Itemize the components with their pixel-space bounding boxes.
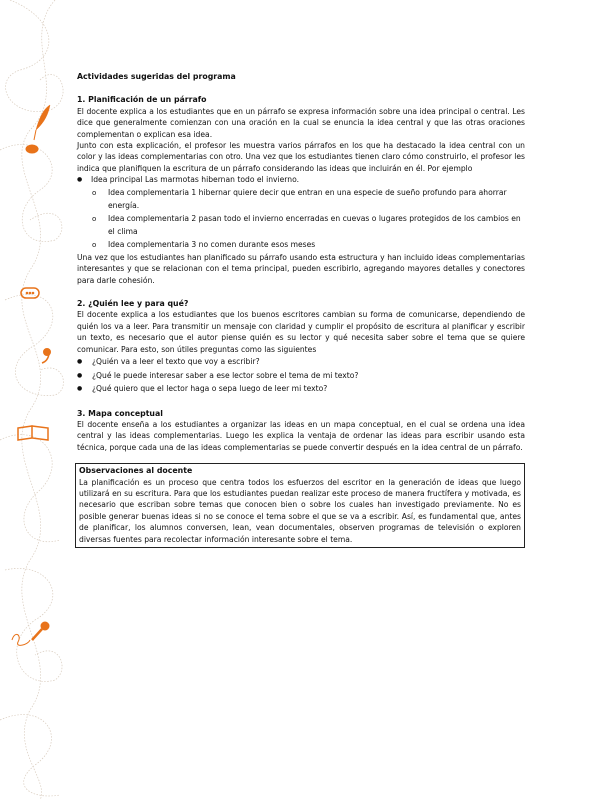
section-1-heading: 1. Planificación de un párrafo xyxy=(77,95,207,105)
question-item: ● ¿Quién va a leer el texto que voy a escribir? xyxy=(77,355,525,369)
section-3-heading: 3. Mapa conceptual xyxy=(77,408,163,418)
section-1-paragraph: Junto con esta explicación, el profesor les muestra varios párrafos en los que ha destacado la idea central con un color y las ideas complementarias con otro. Una vez que los estudiantes tienen claro cómo construirlo, el profesor les indica que planifiquen la escritura de un párrafo considerando las ideas que incluirán en él. Por ejemplo xyxy=(77,141,525,173)
open-book-icon xyxy=(18,426,48,440)
observations-box xyxy=(75,463,525,548)
main-idea-item: ● Idea principal Las marmotas hibernan todo el invierno. xyxy=(77,174,525,186)
section-2-heading: 2. ¿Quién lee y para qué? xyxy=(77,298,189,308)
section-3-paragraph: El docente enseña a los estudiantes a organizar las ideas en un mapa conceptual, en el cual se ordena una idea central y las ideas complementarias. Luego les explica la ventaja de ordenar las ideas para escribir usando esta técnica, porque cada una de las ideas complementarias se puede convertir después en la idea central de un párrafo. xyxy=(77,419,525,452)
sub-idea-item: o Idea complementaria 3 no comen durante esos meses xyxy=(77,239,525,252)
quill-icon xyxy=(36,105,50,130)
section-2-paragraph: El docente explica a los estudiantes que los buenos escritores cambian su forma de comunicarse, dependiendo de quién los va a leer. Para transmitir un mensaje con claridad y cumplir el propósito de escritura al planificar y escribir un texto, es necesario que el autor piense quién es su lector y qué necesita saber sobre el tema que se quiere comunicar. Para esto, son útiles preguntas como las siguientes xyxy=(77,310,525,354)
document-body xyxy=(77,71,525,548)
question-item: ● ¿Qué quiero que el lector haga o sepa luego de leer mi texto? xyxy=(77,382,525,396)
inkpot-icon xyxy=(26,145,38,153)
sub-idea-item: o Idea complementaria 1 hibernar quiere decir que entran en una especie de sueño profundo para ahorrar energía. xyxy=(77,187,525,212)
decorative-margin xyxy=(0,0,70,800)
section-1-paragraph: Una vez que los estudiantes han planificado su párrafo usando esta estructura y han incluido ideas complementarias interesantes y que se relacionan con el tema principal, pueden escribirlo, agregando mayores detalles y conectores para darle cohesión. xyxy=(77,252,525,285)
observations-paragraph: La planificación es un proceso que centra todos los esfuerzos del escritor en la generación de ideas que luego utilizará en su escritura. Para que los estudiantes puedan realizar este proceso de manera fructífera y motivada, es necesario que escriban sobre temas que conocen bien o sobre los cuales han investigado previamente. No es posible generar buenas ideas si no se conoce el tema sobre el que se va a escribir. Así, es fundamental que, antes de planificar, los alumnos conversen, lean, vean documentales, observen programas de televisión o exploren diversas fuentes para recolectar información interesante sobre el tema. xyxy=(79,477,521,544)
section-1-paragraph: El docente explica a los estudiantes que en un párrafo se expresa información sobre una idea principal o central. Les dice que generalmente comienzan con una oración en la cual se enuncia la idea central y que las otras oraciones complementan o explican esa idea. xyxy=(77,106,525,139)
page-title: Actividades sugeridas del programa xyxy=(77,72,236,81)
question-item: ● ¿Qué le puede interesar saber a ese lector sobre el tema de mi texto? xyxy=(77,369,525,383)
microphone-icon xyxy=(41,622,49,630)
sub-idea-item: o Idea complementaria 2 pasan todo el invierno encerradas en cuevas o lugares protegidos de los cambios en el clima xyxy=(77,213,525,238)
observations-heading: Observaciones al docente xyxy=(79,466,193,476)
questions-list xyxy=(77,355,525,396)
example-list xyxy=(77,174,525,252)
